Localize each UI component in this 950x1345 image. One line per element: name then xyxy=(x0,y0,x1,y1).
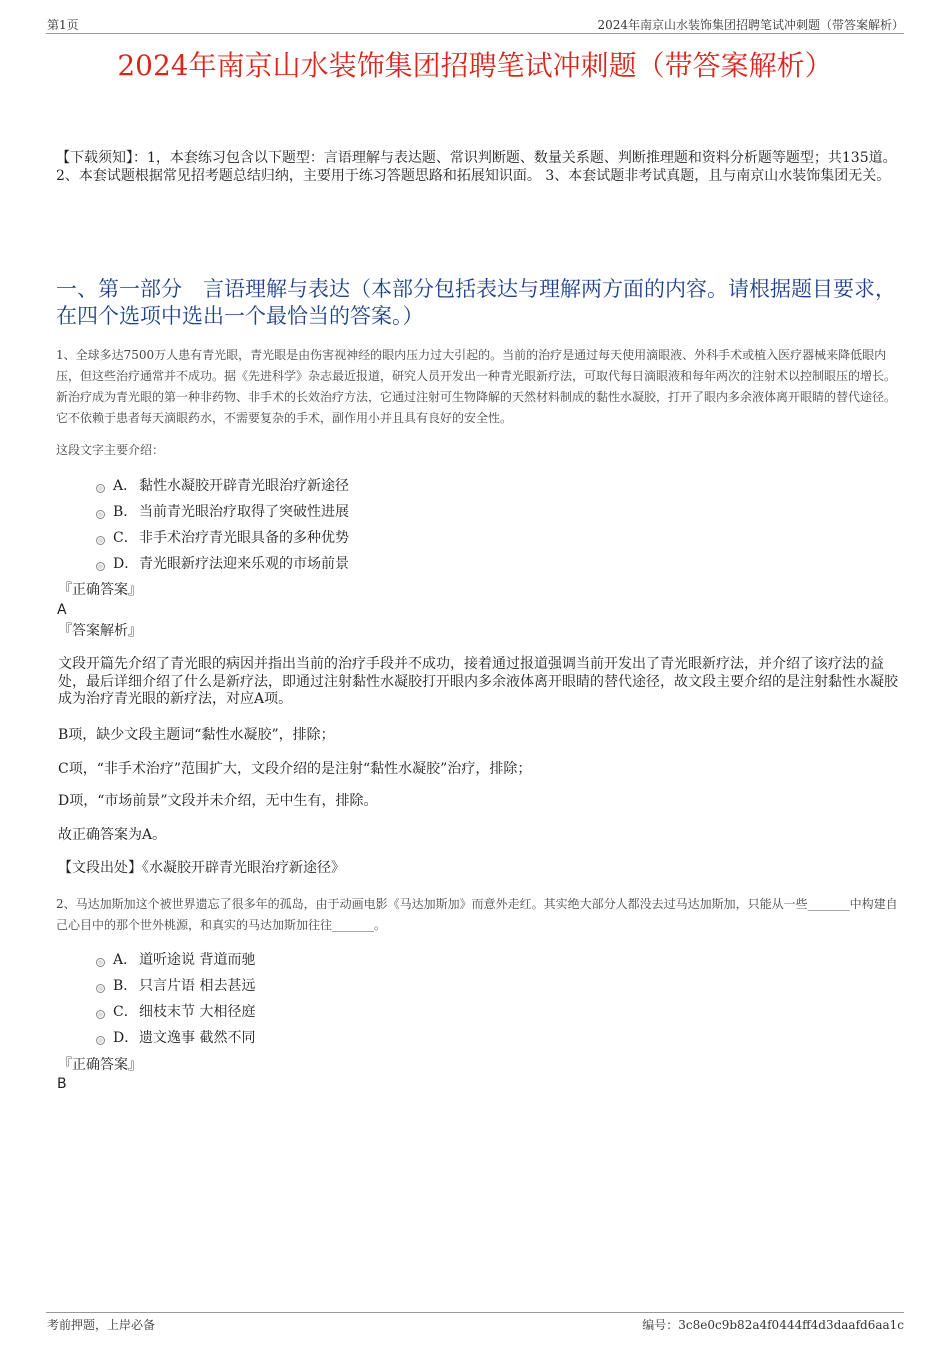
header-doc-title: 2024年南京山水装饰集团招聘笔试冲刺题（带答案解析） xyxy=(597,18,904,32)
q1-option-a[interactable]: A． 黏性水凝胶开辟青光眼治疗新途径 xyxy=(96,476,349,496)
q1-source: 【文段出处】《水凝胶开辟青光眼治疗新途径》 xyxy=(58,860,345,876)
q1-option-b[interactable]: B． 当前青光眼治疗取得了突破性进展 xyxy=(96,502,349,522)
footer-slogan: 考前押题，上岸必备 xyxy=(47,1318,156,1332)
q2-option-c[interactable]: C．细枝末节 大相径庭 xyxy=(96,1002,255,1022)
q2-answer: B xyxy=(57,1076,67,1092)
q2-answer-label: 『正确答案』 xyxy=(58,1057,142,1073)
header-page-label: 第1页 xyxy=(47,18,79,32)
q1-analysis-label: 『答案解析』 xyxy=(58,623,142,639)
download-notice: 【下载须知】：1，本套练习包含以下题型：言语理解与表达题、常识判断题、数量关系题、判断推理题和资料分析题等题型；共135道。 2、本套试题根据常见招考题总结归纳，主要用于练习答题思路和拓展知识面。 3、本套试题非考试真题，且与南京山水装饰集团无关。 xyxy=(56,150,897,184)
radio-icon[interactable] xyxy=(96,562,105,571)
question-1-prompt: 这段文字主要介绍： xyxy=(56,443,165,457)
q2-option-b[interactable]: B． 只言片语 相去甚远 xyxy=(96,976,255,996)
footer-doc-id: 编号：3c8e0c9b82a4f0444ff4d3daafd6aa1c xyxy=(642,1318,904,1332)
header-divider xyxy=(46,33,904,34)
q1-analysis-paragraph: 文段开篇先介绍了青光眼的病因并指出当前的治疗手段并不成功，接着通过报道强调当前开发出了青光眼新疗法，并介绍了该疗法的益处，最后详细介绍了什么是新疗法，即通过注射黏性水凝胶打开眼内多余液体离开眼睛的替代途径，故文段主要介绍的是注射黏性水凝胶成为治疗青光眼的新疗法，对应A项。 xyxy=(58,656,898,707)
q1-analysis-paragraph: B项，缺少文段主题词“黏性水凝胶”，排除； xyxy=(58,727,335,743)
radio-icon[interactable] xyxy=(96,1010,105,1019)
q1-answer: A xyxy=(57,602,67,618)
q1-option-c[interactable]: C．非手术治疗青光眼具备的多种优势 xyxy=(96,528,349,548)
radio-icon[interactable] xyxy=(96,510,105,519)
question-1-stem: 1、全球多达7500万人患有青光眼，青光眼是由伤害视神经的眼内压力过大引起的。当前的治疗是通过每天使用滴眼液、外科手术或植入医疗器械来降低眼内压，但这些治疗通常并不成功。据《先进科学》杂志最近报道，研究人员开发出一种青光眼新疗法，可取代每日滴眼液和每年两次的注射术以控制眼压的增长。新治疗成为青光眼的第一种非药物、非手术的长效治疗方法，它通过注射可生物降解的天然材料制成的黏性水凝胶，打开了眼内多余液体离开眼睛的替代途径。它不依赖于患者每天滴眼药水，不需要复杂的手术，副作用小并且具有良好的安全性。 xyxy=(56,348,897,425)
radio-icon[interactable] xyxy=(96,484,105,493)
section-heading: 一、第一部分 言语理解与表达（本部分包括表达与理解两方面的内容。请根据题目要求，在四个选项中选出一个最恰当的答案。） xyxy=(56,277,896,328)
q1-analysis-paragraph: D项，“市场前景”文段并未介绍，无中生有，排除。 xyxy=(58,793,378,809)
q1-analysis-paragraph: 故正确答案为A。 xyxy=(58,827,167,843)
q2-option-d[interactable]: D．遗文逸事 截然不同 xyxy=(96,1028,255,1048)
q1-option-d[interactable]: D．青光眼新疗法迎来乐观的市场前景 xyxy=(96,554,349,574)
q2-option-a[interactable]: A． 道听途说 背道而驰 xyxy=(96,950,255,970)
radio-icon[interactable] xyxy=(96,958,105,967)
footer-divider xyxy=(46,1312,904,1313)
radio-icon[interactable] xyxy=(96,984,105,993)
radio-icon[interactable] xyxy=(96,536,105,545)
q1-answer-label: 『正确答案』 xyxy=(58,582,142,598)
q1-analysis-paragraph: C项，“非手术治疗”范围扩大，文段介绍的是注射“黏性水凝胶”治疗，排除； xyxy=(58,761,532,777)
question-2-stem: 2、马达加斯加这个被世界遗忘了很多年的孤岛，由于动画电影《马达加斯加》而意外走红。其实绝大部分人都没去过马达加斯加，只能从一些_______中构建自己心目中的那个世外桃源，和真实的马达加斯加往往_______。 xyxy=(56,897,898,932)
page-title: 2024年南京山水装饰集团招聘笔试冲刺题（带答案解析） xyxy=(117,49,833,82)
radio-icon[interactable] xyxy=(96,1036,105,1045)
